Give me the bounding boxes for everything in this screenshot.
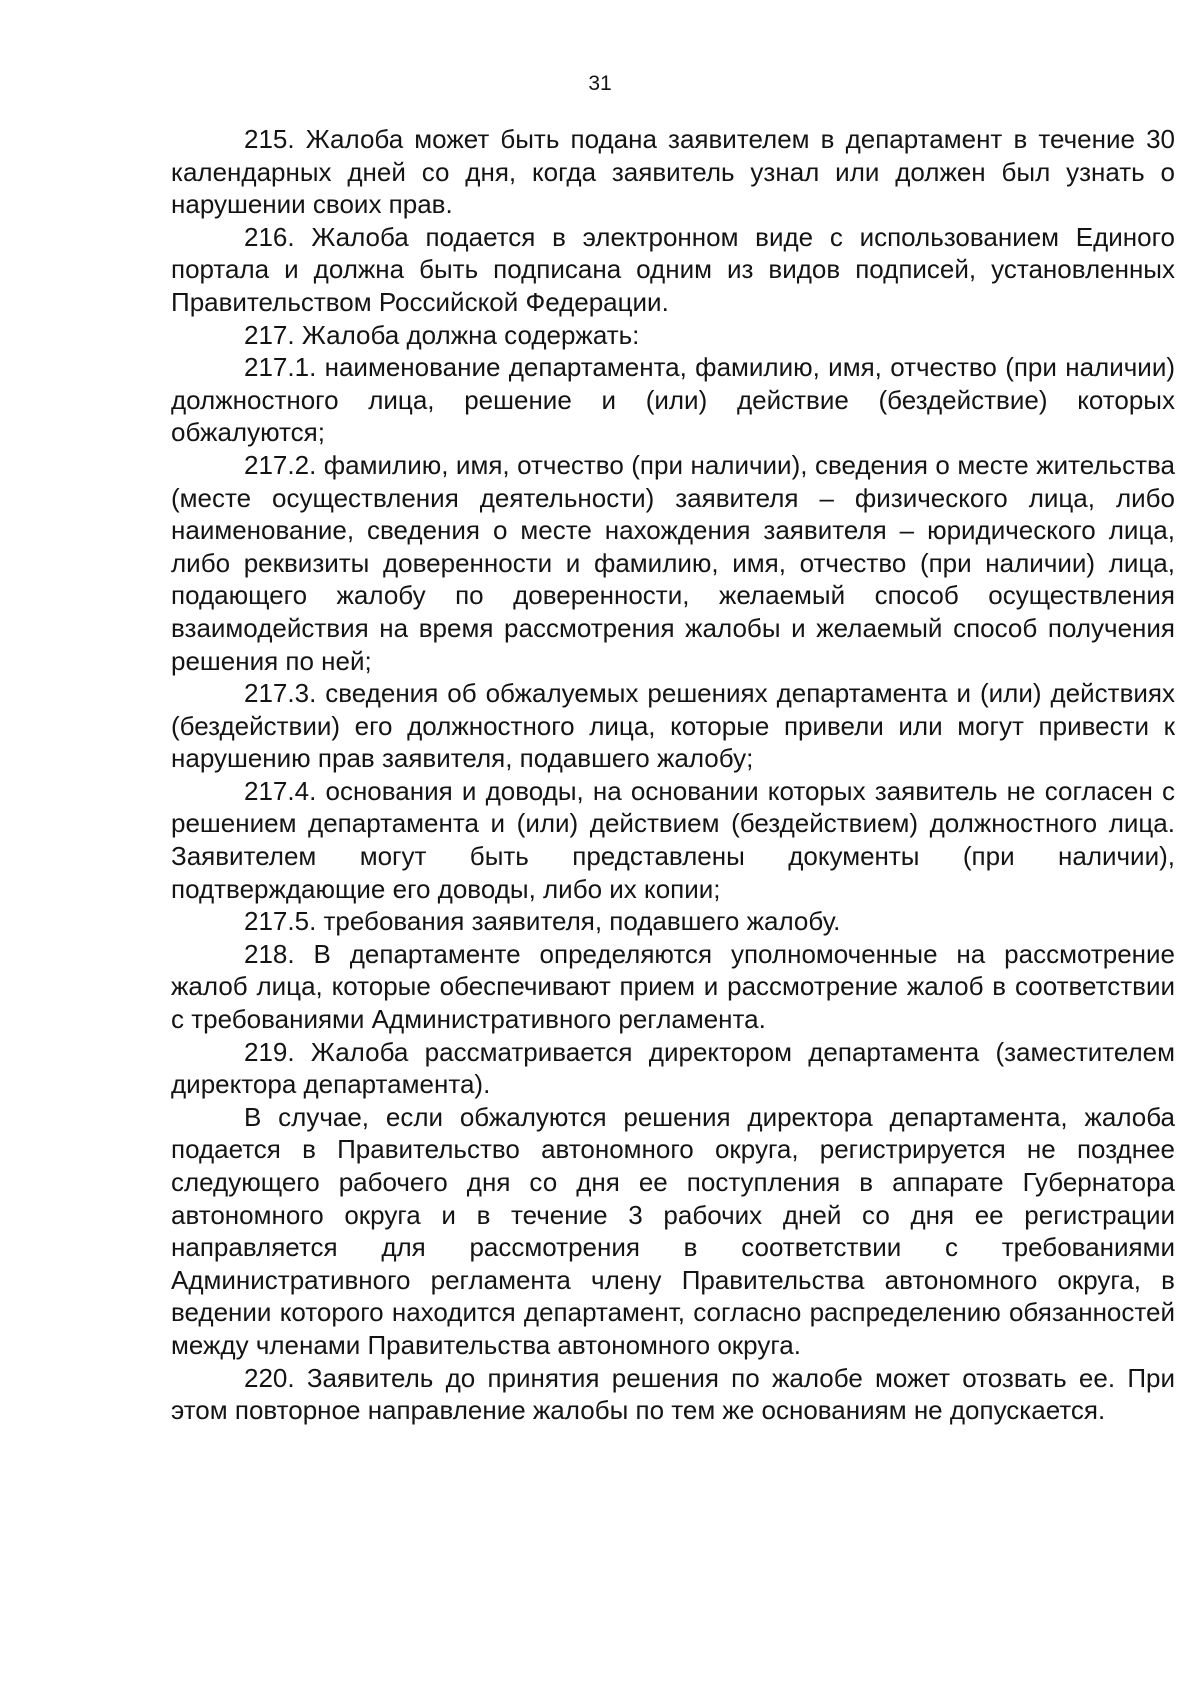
page-number: 31 xyxy=(588,72,612,95)
paragraph-218: 218. В департаменте определяются уполномоченные на рассмотрение жалоб лица, которые обеспечивают прием и рассмотрение жалоб в соответствии с требованиями Административного регламента. xyxy=(171,938,1175,1035)
paragraph-217-3: 217.3. сведения об обжалуемых решениях департамента и (или) действиях (бездействии) его должностного лица, которые привели или могут привести к нарушению прав заявителя, подавшего жалобу; xyxy=(171,678,1175,774)
paragraph-217-4: 217.4. основания и доводы, на основании которых заявитель не согласен с решением департамента и (или) действием (бездействием) должностного лица. Заявителем могут быть представлены документы (при наличии), подтверждающие его доводы, либо их копии; xyxy=(171,775,1175,904)
document-body xyxy=(171,123,1175,1427)
paragraph-219-continuation: В случае, если обжалуются решения директора департамента, жалоба подается в Правительство автономного округа, регистрируется не позднее следующего рабочего дня со дня ее поступления в аппарате Губернатора автономного округа и в течение 3 рабочих дней со дня ее регистрации направляется для рассмотрения в соответствии с требованиями Административного регламента члену Правительства автономного округа, в ведении которого находится департамент, согласно распределению обязанностей между членами Правительства автономного округа. xyxy=(171,1101,1175,1360)
paragraph-219: 219. Жалоба рассматривается директором департамента (заместителем директора департамента). xyxy=(171,1036,1175,1100)
paragraph-215: 215. Жалоба может быть подана заявителем в департамент в течение 30 календарных дней со дня, когда заявитель узнал или должен был узнать о нарушении своих прав. xyxy=(171,124,1175,220)
paragraph-217-5: 217.5. требования заявителя, подавшего жалобу. xyxy=(244,906,841,937)
paragraph-217-1: 217.1. наименование департамента, фамилию, имя, отчество (при наличии) должностного лица, решение и (или) действие (бездействие) которых обжалуются; xyxy=(171,352,1175,448)
paragraph-216: 216. Жалоба подается в электронном виде с использованием Единого портала и должна быть подписана одним из видов подписей, установленных Правительством Российской Федерации. xyxy=(171,221,1175,317)
paragraph-217: 217. Жалоба должна содержать: xyxy=(244,319,640,350)
paragraph-217-2: 217.2. фамилию, имя, отчество (при наличии), сведения о месте жительства (месте осуществления деятельности) заявителя – физического лица, либо наименование, сведения о месте нахождения заявителя – юридического лица, либо реквизиты доверенности и фамилию, имя, отчество (при наличии) лица, подающего жалобу по доверенности, желаемый способ осуществления взаимодействия на время рассмотрения жалобы и желаемый способ получения решения по ней; xyxy=(171,449,1175,676)
paragraph-220: 220. Заявитель до принятия решения по жалобе может отозвать ее. При этом повторное направление жалобы по тем же основаниям не допускается. xyxy=(171,1362,1175,1426)
